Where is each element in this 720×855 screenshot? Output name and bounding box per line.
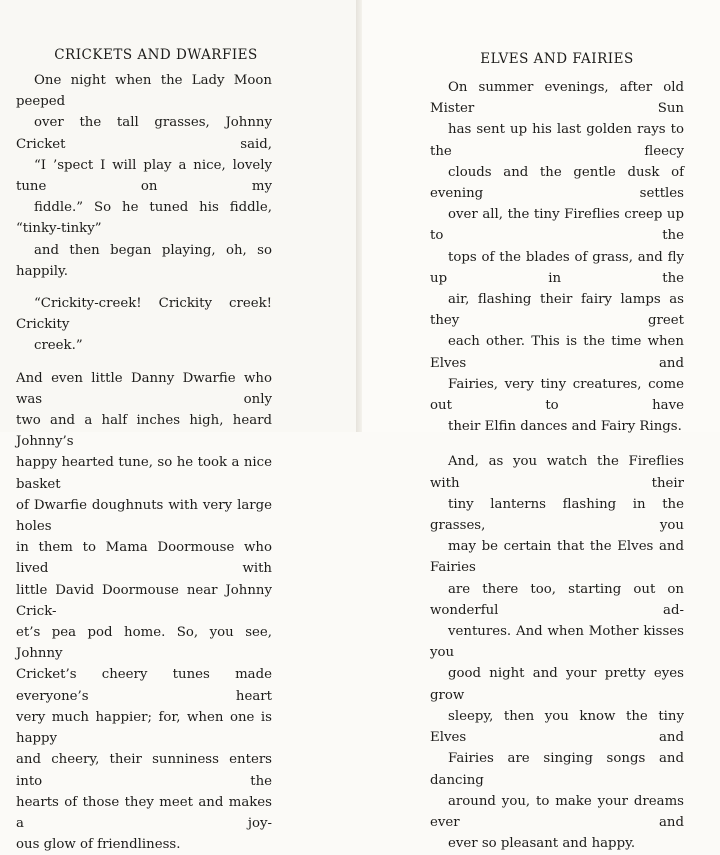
text-line: One night when the Lady Moon peeped <box>16 73 272 110</box>
text-line: “Crickity-creek! Crickity creek! Crickity <box>16 296 272 333</box>
text-line: over the tall grasses, Johnny Cricket said, <box>16 115 272 152</box>
left-page-title: CRICKETS AND DWARFIES <box>54 47 258 63</box>
text-line: good night and your pretty eyes grow <box>430 666 684 703</box>
text-line: fiddle.” So he tuned his fiddle, “tinky-tinky” <box>16 200 272 237</box>
text-line: tiny lanterns flashing in the grasses, you <box>430 496 684 534</box>
text-line: creek.” <box>34 338 83 354</box>
paragraph <box>430 77 684 437</box>
text-line: very much happier; for, when one is happy <box>16 709 272 747</box>
text-line: ever so pleasant and happy. <box>448 836 636 852</box>
text-line: air, flashing their fairy lamps as they greet <box>430 292 684 329</box>
text-line: “I ’spect I will play a nice, lovely tune on my <box>16 157 272 195</box>
text-line: has sent up his last golden rays to the fleecy <box>430 122 684 159</box>
paragraph <box>16 70 272 282</box>
text-line: little David Doormouse near Johnny Crick- <box>16 582 272 619</box>
right-page <box>362 0 720 852</box>
text-line: et’s pea pod home. So, you see, Johnny <box>16 625 272 662</box>
paragraph <box>430 451 684 854</box>
text-line: hearts of those they meet and makes a joy- <box>16 794 272 831</box>
text-line: may be certain that the Elves and Fairies <box>430 539 684 576</box>
text-line: And even little Danny Dwarfie who was only <box>16 370 272 407</box>
text-line: clouds and the gentle dusk of evening settles <box>430 164 684 202</box>
text-line: are there too, starting out on wonderful ad- <box>430 581 684 618</box>
text-line: their Elfin dances and Fairy Rings. <box>448 419 682 435</box>
text-line: each other. This is the time when Elves and <box>430 334 684 371</box>
text-line: tops of the blades of grass, and fly up in the <box>430 249 684 286</box>
text-line: happy hearted tune, so he took a nice basket <box>16 455 272 492</box>
text-line: over all, the tiny Fireflies creep up to the <box>430 207 684 244</box>
paragraph <box>16 368 272 855</box>
text-line: around you, to make your dreams ever and <box>430 793 684 830</box>
text-line: Cricket’s cheery tunes made everyone’s heart <box>16 667 272 704</box>
text-line: ventures. And when Mother kisses you <box>430 624 684 661</box>
text-line: On summer evenings, after old Mister Sun <box>430 80 684 117</box>
text-line: Fairies are singing songs and dancing <box>430 751 684 788</box>
text-line: and cheery, their sunniness enters into the <box>16 752 272 789</box>
text-line: and then began playing, oh, so happily. <box>16 242 272 279</box>
text-line: of Dwarfie doughnuts with very large holes <box>16 497 272 535</box>
text-line: Fairies, very tiny creatures, come out to have <box>430 376 684 414</box>
text-line: And, as you watch the Fireflies with their <box>430 454 684 491</box>
right-page-text <box>430 77 684 854</box>
paragraph <box>16 293 272 357</box>
left-page-text <box>16 70 272 855</box>
right-page-title: ELVES AND FAIRIES <box>480 51 634 67</box>
text-line: in them to Mama Doormouse who lived with <box>16 540 272 577</box>
text-line: two and a half inches high, heard Johnny’s <box>16 413 272 450</box>
left-page <box>0 0 356 853</box>
text-line: ous glow of friendliness. <box>16 837 181 853</box>
text-line: sleepy, then you know the tiny Elves and <box>430 708 684 746</box>
